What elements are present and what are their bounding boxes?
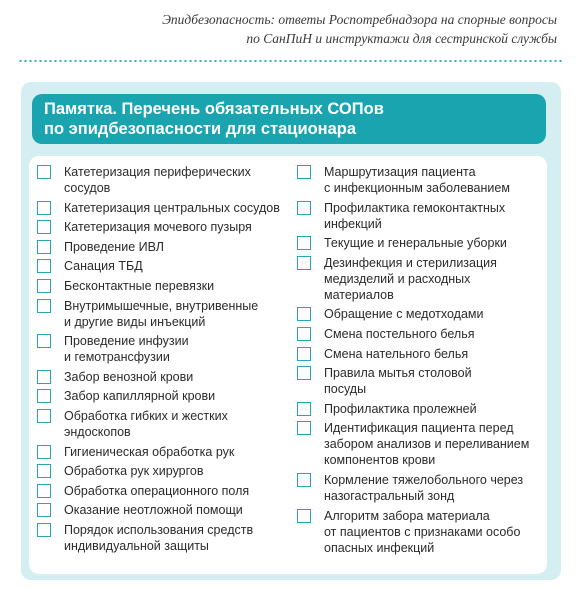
checklist-item[interactable] — [37, 463, 287, 479]
checklist-item[interactable] — [297, 346, 541, 362]
checklist-item-label: Дезинфекция и стерилизация медизделий и расходных материалов — [324, 255, 497, 302]
checkbox[interactable] — [37, 409, 51, 423]
checklist-item-label: Смена постельного белья — [324, 326, 475, 341]
checkbox[interactable] — [297, 402, 311, 416]
checklist-item[interactable] — [297, 255, 541, 303]
header-line-2: по СанПиН и инструктажи для сестринской службы — [246, 31, 557, 46]
checkbox[interactable] — [37, 299, 51, 313]
checkbox[interactable] — [297, 509, 311, 523]
checkbox[interactable] — [37, 165, 51, 179]
checklist-item[interactable] — [297, 164, 541, 196]
checklist-item[interactable] — [37, 444, 287, 460]
checklist-item[interactable] — [37, 388, 287, 404]
checkbox[interactable] — [37, 523, 51, 537]
checklist-area — [29, 156, 547, 574]
checklist-item-label: Катетеризация центральных сосудов — [64, 200, 280, 215]
checklist-item[interactable] — [37, 502, 287, 518]
checkbox[interactable] — [37, 240, 51, 254]
checklist-item-label: Профилактика гемоконтактных инфекций — [324, 200, 506, 231]
checklist-item-label: Забор капиллярной крови — [64, 389, 216, 404]
checklist-item-label: Смена нательного белья — [324, 346, 469, 361]
dotted-divider — [18, 60, 563, 62]
memo-title-line-2: по эпидбезопасности для стационара — [44, 120, 357, 138]
checklist-item-label: Алгоритм забора материала от пациентов с признаками особо опасных инфекций — [324, 508, 521, 555]
checklist-item[interactable] — [37, 298, 287, 330]
checkbox[interactable] — [37, 279, 51, 293]
checklist-item-label: Обработка рук хирургов — [64, 464, 204, 479]
checklist-item-label: Гигиеническая обработка рук — [64, 444, 235, 459]
checklist-item[interactable] — [37, 369, 287, 385]
checklist-item[interactable] — [297, 472, 541, 504]
page-header — [117, 10, 557, 48]
checklist-item-label: Забор венозной крови — [64, 369, 194, 384]
checklist-item-label: Бесконтактные перевязки — [64, 278, 215, 293]
checkbox[interactable] — [37, 334, 51, 348]
checkbox[interactable] — [37, 201, 51, 215]
checklist-item[interactable] — [37, 522, 287, 554]
checkbox[interactable] — [297, 165, 311, 179]
checklist-item[interactable] — [297, 200, 541, 232]
checklist-item[interactable] — [297, 401, 541, 417]
checklist-item-label: Проведение инфузии и гемотрансфузии — [64, 334, 189, 365]
checklist-item[interactable] — [297, 326, 541, 342]
checkbox[interactable] — [37, 370, 51, 384]
checklist-item-label: Проведение ИВЛ — [64, 239, 165, 254]
checklist-item[interactable] — [297, 365, 541, 397]
memo-title-line-1: Памятка. Перечень обязательных СОПов — [44, 100, 384, 118]
checkbox[interactable] — [37, 220, 51, 234]
checklist-item-label: Санация ТБД — [64, 259, 143, 274]
checklist-item[interactable] — [297, 235, 541, 251]
checkbox[interactable] — [297, 307, 311, 321]
checkbox[interactable] — [297, 256, 311, 270]
checkbox[interactable] — [37, 503, 51, 517]
checkbox[interactable] — [297, 366, 311, 380]
checklist-item[interactable] — [37, 239, 287, 255]
checklist-item-label: Маршрутизация пациента с инфекционным заболеванием — [324, 165, 510, 195]
checklist-item[interactable] — [37, 219, 287, 235]
header-line-1: Эпидбезопасность: ответы Роспотребнадзора на спорные вопросы — [162, 12, 557, 27]
checklist-item[interactable] — [37, 333, 287, 365]
checkbox[interactable] — [297, 347, 311, 361]
checkbox[interactable] — [297, 327, 311, 341]
checklist-item-label: Внутримышечные, внутривенные и другие виды инъекций — [64, 298, 259, 329]
checklist-item-label: Текущие и генеральные уборки — [324, 236, 507, 251]
checkbox[interactable] — [297, 473, 311, 487]
checklist-item-label: Правила мытья столовой посуды — [324, 366, 472, 397]
checklist-item[interactable] — [297, 420, 541, 468]
checkbox[interactable] — [37, 445, 51, 459]
checklist-item[interactable] — [37, 483, 287, 499]
checklist-item-label: Катетеризация мочевого пузыря — [64, 220, 252, 235]
checklist-item[interactable] — [37, 164, 287, 196]
checklist-item[interactable] — [37, 258, 287, 274]
checklist-item-label: Обработка гибких и жестких эндоскопов — [64, 408, 228, 439]
checkbox[interactable] — [37, 484, 51, 498]
checkbox[interactable] — [37, 464, 51, 478]
checkbox[interactable] — [297, 421, 311, 435]
checkbox[interactable] — [37, 259, 51, 273]
checklist-item-label: Оказание неотложной помощи — [64, 503, 243, 518]
checklist-item-label: Порядок использования средств индивидуальной защиты — [64, 522, 254, 553]
checklist-item[interactable] — [37, 200, 287, 216]
checkbox[interactable] — [37, 389, 51, 403]
checklist-right-column — [297, 164, 541, 559]
checklist-item-label: Обращение с медотходами — [324, 307, 484, 322]
checklist-item[interactable] — [37, 408, 287, 440]
checkbox[interactable] — [297, 201, 311, 215]
checklist-item-label: Катетеризация периферических сосудов — [64, 165, 251, 195]
checklist-item-label: Профилактика пролежней — [324, 401, 477, 416]
checklist-item-label: Кормление тяжелобольного через назогастральный зонд — [324, 472, 524, 503]
checkbox[interactable] — [297, 236, 311, 250]
checklist-item[interactable] — [297, 508, 541, 556]
checklist-item-label: Обработка операционного поля — [64, 483, 250, 498]
checklist-item-label: Идентификация пациента перед забором анализов и переливанием компонентов крови — [324, 421, 530, 468]
checklist-item[interactable] — [37, 278, 287, 294]
memo-title — [32, 94, 546, 144]
checklist-item[interactable] — [297, 306, 541, 322]
checklist-left-column — [37, 164, 287, 558]
